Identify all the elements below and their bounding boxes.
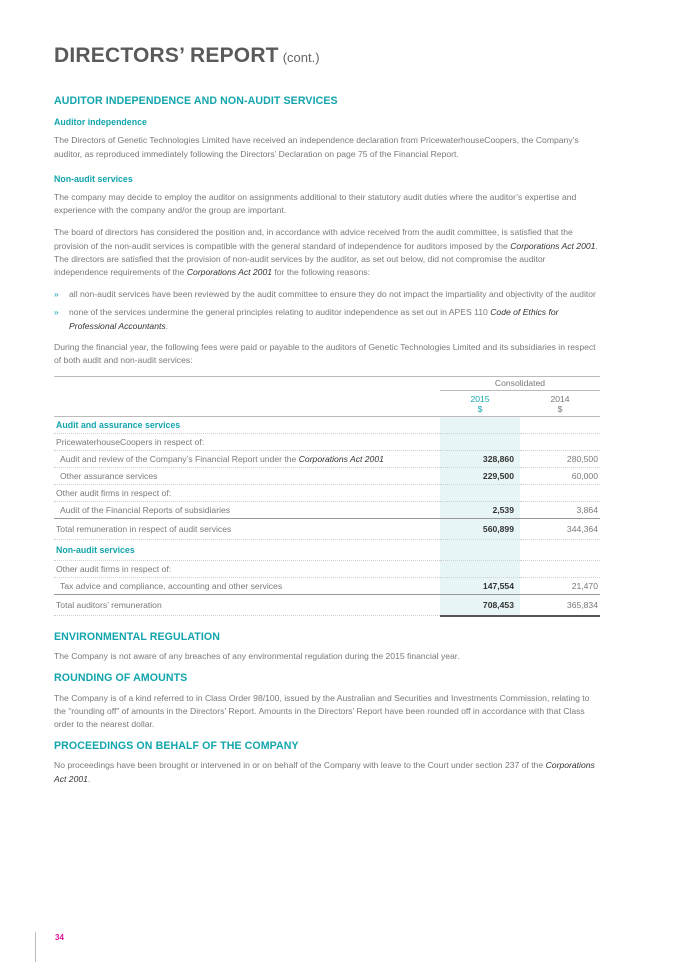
auditor-section-heading: AUDITOR INDEPENDENCE AND NON-AUDIT SERVICES	[54, 95, 338, 107]
row-label: Other audit firms in respect of:	[54, 561, 440, 578]
value-2015: 2,539	[440, 502, 520, 519]
table-row	[54, 468, 600, 485]
report-content	[54, 95, 600, 795]
act-reference: Corporations Act 2001	[298, 453, 384, 464]
value-2015	[440, 561, 520, 578]
page-title-text: DIRECTORS’ REPORT	[54, 44, 279, 67]
value-2014	[520, 434, 600, 451]
value-2014	[520, 561, 600, 578]
table-row	[54, 434, 600, 451]
row-label: PricewaterhouseCoopers in respect of:	[54, 434, 440, 451]
row-label: Tax advice and compliance, accounting and other services	[54, 578, 440, 595]
table-header-spacer	[54, 391, 440, 417]
para2-text-c: for the following reasons:	[272, 267, 370, 278]
reason-item	[54, 306, 600, 332]
environmental-text: The Company is not aware of any breaches of any environmental regulation during the 2015 financial year.	[54, 651, 460, 662]
non-audit-para-1: The company may decide to employ the auditor on assignments additional to their statutory audit duties where the auditor’s expertise and experience with the company and/or the group are important.	[54, 192, 577, 216]
unit-2014: $	[557, 403, 563, 414]
row-label	[54, 451, 440, 468]
value-2015	[440, 434, 520, 451]
column-header-2015	[440, 391, 520, 417]
reason-text: all non-audit services have been reviewed by the audit committee to ensure they do not impact the impartiality and objectivity of the auditor	[69, 289, 596, 300]
table-row	[54, 561, 600, 578]
reason-text: none of the services undermine the general principles relating to auditor independence as set out in APES 110	[69, 307, 491, 318]
value-2014: 21,470	[520, 578, 600, 595]
page-title-suffix: (cont.)	[282, 50, 320, 65]
environmental-section	[54, 631, 600, 663]
non-audit-para-3: During the financial year, the following fees were paid or payable to the auditors of Genetic Technologies Limited and its subsidiaries in respect of both audit and non-audit services:	[54, 341, 596, 366]
row-label: Other audit firms in respect of:	[54, 485, 440, 502]
table-row-total	[54, 595, 600, 616]
unit-2015: $	[477, 403, 483, 414]
value-2014: 3,864	[520, 502, 600, 519]
row-label: Total auditors’ remuneration	[54, 595, 440, 616]
rounding-text: The Company is of a kind referred to in Class Order 98/100, issued by the Australian and Securities and Investments Commission, relating to the “rounding off” of amounts in the Directors’ Report. Amounts in the Directors’ Report have been rounded off in accordance with that Class order to the nearest dollar.	[54, 692, 590, 729]
auditor-independence-text: The Directors of Genetic Technologies Limited have received an independence declaration from PricewaterhouseCoopers, the Company’s auditor, as reproduced immediately following the Directors’ Declaration on page 75 of the Financial Report.	[54, 135, 579, 159]
act-reference: Corporations Act 2001	[510, 240, 596, 251]
table-row	[54, 502, 600, 519]
chevron-bullet-icon: »	[54, 307, 59, 318]
value-2014	[520, 417, 600, 434]
row-label-text: Audit and review of the Company’s Financial Report under the	[60, 453, 299, 464]
value-2015	[440, 485, 520, 502]
rounding-heading: ROUNDING OF AMOUNTS	[54, 672, 188, 685]
act-reference: Corporations Act 2001	[54, 760, 595, 784]
reasons-list	[54, 288, 600, 333]
proceedings-text-end: .	[87, 773, 91, 784]
value-2014: 280,500	[520, 451, 600, 468]
non-audit-services-heading: Non-audit services	[54, 173, 133, 184]
row-label: Audit of the Financial Reports of subsidiaries	[54, 502, 440, 519]
environmental-heading: ENVIRONMENTAL REGULATION	[54, 630, 221, 643]
value-2015	[440, 540, 520, 561]
column-header-2014	[520, 391, 600, 417]
proceedings-heading: PROCEEDINGS ON BEHALF OF THE COMPANY	[54, 740, 299, 753]
year-2015: 2015	[470, 393, 490, 404]
value-2015	[440, 417, 520, 434]
value-2015: 708,453	[440, 595, 520, 616]
non-audit-para-2	[54, 226, 600, 279]
auditor-fees-table	[54, 376, 600, 617]
table-row	[54, 451, 600, 468]
para2-text-a: The board of directors has considered the position and, in accordance with advice received from the audit committee, is satisfied that the provision of the non-audit services is compatible with the general standard of independence for auditors imposed by the	[54, 227, 573, 251]
page-number: 34	[55, 933, 64, 942]
page-title	[54, 44, 320, 68]
para2-text-b: . The directors are satisfied that the provision of non-audit services by the auditor, as set out below, did not compromise the auditor independence requirements of the	[54, 240, 598, 278]
value-2014: 365,834	[520, 595, 600, 616]
footer-divider	[35, 932, 36, 962]
code-of-ethics-reference: Code of Ethics for Professional Accountants	[69, 307, 559, 331]
value-2015: 229,500	[440, 468, 520, 485]
value-2014	[520, 485, 600, 502]
table-row	[54, 485, 600, 502]
value-2014: 60,000	[520, 468, 600, 485]
value-2015: 328,860	[440, 451, 520, 468]
row-label: Audit and assurance services	[54, 417, 440, 434]
reason-item	[54, 288, 600, 301]
consolidated-header: Consolidated	[440, 377, 600, 391]
value-2014: 344,364	[520, 519, 600, 540]
row-label: Total remuneration in respect of audit services	[54, 519, 440, 540]
table-year-header-row	[54, 391, 600, 417]
table-header-spacer	[54, 377, 440, 391]
year-2014: 2014	[550, 393, 570, 404]
value-2014	[520, 540, 600, 561]
table-row-subtotal	[54, 519, 600, 540]
value-2015: 560,899	[440, 519, 520, 540]
proceedings-section	[54, 740, 600, 786]
row-label: Other assurance services	[54, 468, 440, 485]
reason-text-end: .	[165, 320, 169, 331]
table-group-header-row	[54, 377, 600, 391]
table-row	[54, 540, 600, 561]
auditor-independence-heading: Auditor independence	[54, 117, 147, 128]
table-row	[54, 417, 600, 434]
value-2015: 147,554	[440, 578, 520, 595]
act-reference: Corporations Act 2001	[186, 267, 273, 278]
rounding-section	[54, 672, 600, 731]
proceedings-text	[54, 759, 600, 785]
row-label: Non-audit services	[54, 540, 440, 561]
proceedings-text-body: No proceedings have been brought or intervened in or on behalf of the Company with leave to the Court under section 237 of the	[54, 760, 546, 771]
table-row	[54, 578, 600, 595]
chevron-bullet-icon: »	[54, 289, 59, 300]
